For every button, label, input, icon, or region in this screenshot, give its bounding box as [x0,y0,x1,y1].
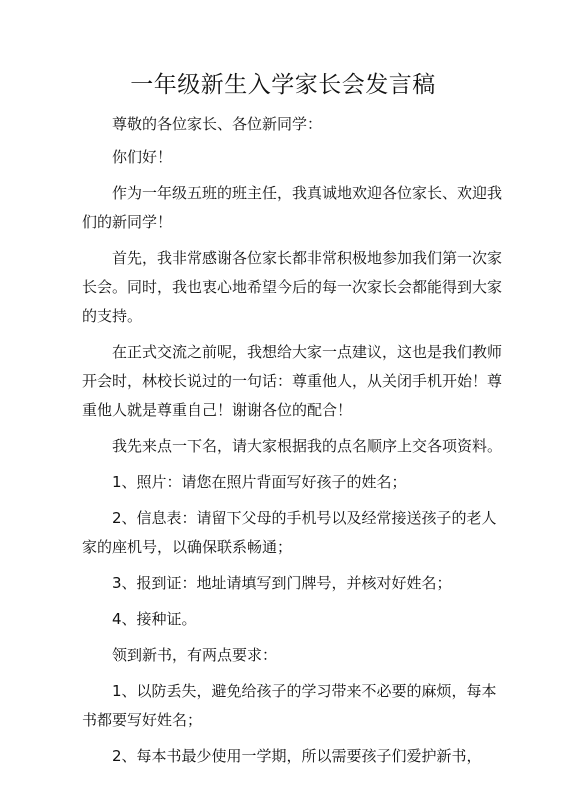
paragraph: 3、报到证：地址请填写到门牌号，并核对好姓名； [112,574,452,592]
document-body [82,110,502,778]
paragraph: 4、接种证。 [112,610,197,628]
paragraph: 作为一年级五班的班主任，我真诚地欢迎各位家长、欢迎我们的新同学！ [82,184,503,231]
paragraph: 尊敬的各位家长、各位新同学： [112,115,323,133]
paragraph: 1、照片：请您在照片背面写好孩子的姓名； [112,473,407,491]
paragraph: 你们好！ [112,148,173,166]
document-title: 一年级新生入学家长会发言稿 [130,72,436,98]
paragraph: 领到新书，有两点要求： [112,646,278,664]
paragraph: 首先，我非常感谢各位家长都非常积极地参加我们第一次家长会。同时，我也衷心地希望今后的每一次家长会都能得到大家的支持。 [82,249,503,325]
paragraph: 我先来点一下名，请大家根据我的点名顺序上交各项资料。 [112,437,503,455]
paragraph: 2、每本书最少使用一学期，所以需要孩子们爱护新书， [112,747,482,765]
paragraph: 1、以防丢失，避免给孩子的学习带来不必要的麻烦，每本书都要写好姓名； [82,682,497,729]
paragraph: 在正式交流之前呢，我想给大家一点建议，这也是我们教师开会时，林校长说过的一句话：尊重他人，从关闭手机开始！尊重他人就是尊重自己！谢谢各位的配合！ [82,343,503,419]
paragraph: 2、信息表：请留下父母的手机号以及经常接送孩子的老人家的座机号，以确保联系畅通； [82,509,497,556]
